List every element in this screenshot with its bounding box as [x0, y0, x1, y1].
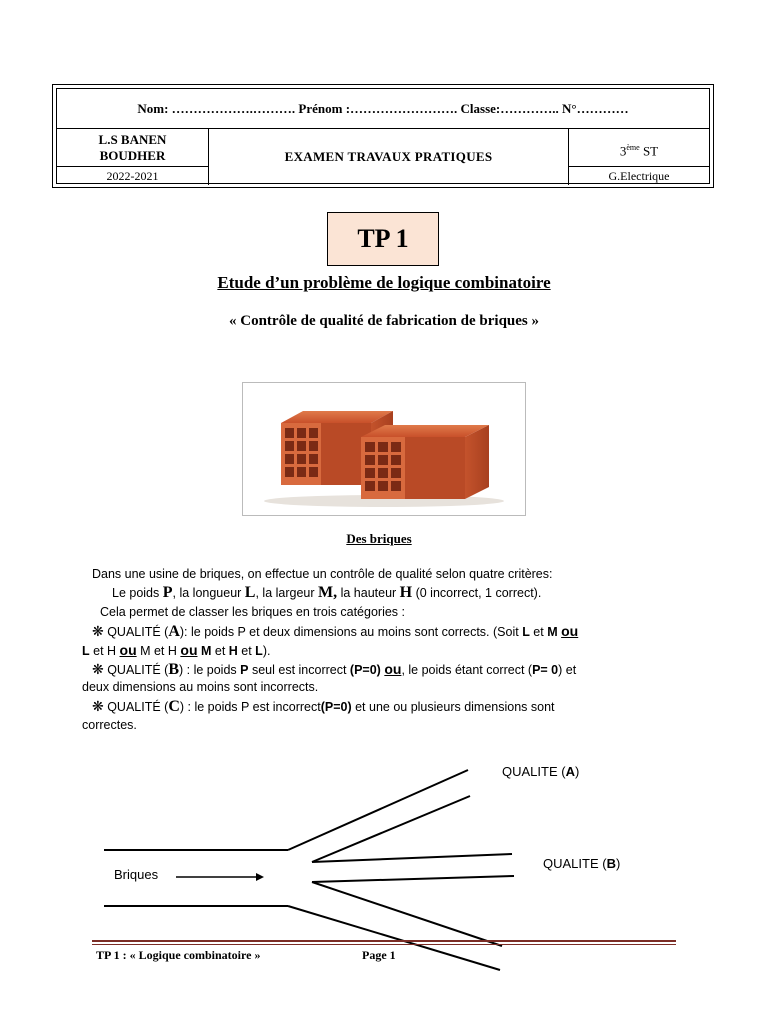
- student-fields-row: [57, 89, 709, 129]
- intro-paragraph: Dans une usine de briques, on effectue un contrôle de qualité selon quatre critères:: [92, 567, 553, 581]
- branch-b-bottom: [312, 876, 514, 882]
- asterisk-icon: ❋: [92, 661, 104, 677]
- header-table: [52, 84, 714, 188]
- qc-text: et une ou plusieurs dimensions sont: [351, 700, 555, 714]
- class-cell: [569, 129, 709, 167]
- exam-title: EXAMEN TRAVAUX PRATIQUES: [209, 129, 569, 185]
- classify-line: Cela permet de classer les briques en trois catégories :: [100, 605, 406, 619]
- quality-c-line2: correctes.: [82, 718, 137, 732]
- qa-l: L: [255, 644, 263, 658]
- qa-letter: A: [168, 623, 180, 640]
- class-level: 3: [619, 143, 627, 159]
- qb-text: QUALITÉ (: [103, 663, 169, 677]
- qb-p0: P= 0: [532, 663, 559, 677]
- qc-text: QUALITÉ (: [103, 700, 169, 714]
- class-section: ST: [639, 143, 659, 159]
- school-cell: [57, 129, 209, 167]
- asterisk-icon: ❋: [92, 698, 104, 714]
- quality-b-line2: deux dimensions au moins sont incorrects.: [82, 680, 319, 694]
- qa-text: et: [211, 644, 229, 658]
- qb-text: , le poids étant correct (: [401, 663, 533, 677]
- quality-b-line1: [92, 660, 576, 679]
- input-label: Briques: [114, 867, 159, 882]
- qa-ou: ou: [119, 642, 137, 658]
- qa-text: et: [237, 644, 256, 658]
- criteria-text: , la largeur: [255, 586, 318, 600]
- qa-text: ): le poids P et deux dimensions au moins sont corrects. (Soit: [179, 625, 523, 639]
- branch-a-top: [288, 770, 468, 850]
- branch-b-top: [312, 854, 512, 862]
- criteria-text: Le poids: [112, 586, 163, 600]
- qa-text: et H: [89, 644, 120, 658]
- criterion-p: P: [162, 584, 173, 601]
- school-year: 2022-2021: [57, 167, 209, 185]
- qa-l: L: [82, 644, 90, 658]
- document-subtitle: Etude d’un problème de logique combinatoire: [217, 273, 551, 292]
- qb-text: ) : le poids: [179, 663, 241, 677]
- criterion-m: M,: [318, 584, 338, 601]
- criterion-l: L: [244, 584, 256, 601]
- brick-right: [361, 425, 489, 499]
- quality-b-output-label: QUALITE (B): [543, 856, 621, 871]
- bricks-photo: [242, 382, 526, 516]
- qa-text: QUALITÉ (: [103, 625, 169, 639]
- qa-text: et: [529, 625, 548, 639]
- sorting-diagram: [0, 750, 768, 1024]
- qb-p0: (P=0): [349, 663, 381, 677]
- criterion-h: H: [399, 584, 413, 601]
- branch-c-top: [312, 882, 502, 946]
- header-inner-frame: [56, 88, 710, 184]
- document-topic: « Contrôle de qualité de fabrication de briques »: [229, 313, 539, 329]
- qb-p: P: [240, 663, 249, 677]
- class-level-suffix: ème: [626, 143, 640, 152]
- footer-rule-thin: [92, 944, 676, 945]
- qa-text: M et H: [136, 644, 181, 658]
- school-name-line1: L.S BANEN: [98, 132, 167, 147]
- qb-text: ) et: [558, 663, 577, 677]
- criteria-text: , la longueur: [172, 586, 245, 600]
- quality-a-line1: [92, 622, 578, 641]
- qa-l: L: [522, 625, 530, 639]
- tp-title-box: [327, 212, 439, 266]
- qc-p0: (P=0): [320, 700, 352, 714]
- arrow-right-icon: [176, 873, 264, 881]
- qa-ou: ou: [180, 642, 198, 658]
- qa-h: H: [228, 644, 238, 658]
- footer-title: TP 1 : « Logique combinatoire »: [96, 948, 261, 962]
- qa-m: M: [197, 644, 212, 658]
- asterisk-icon: ❋: [92, 623, 104, 639]
- criteria-text: (0 incorrect, 1 correct).: [412, 586, 542, 600]
- qc-text: ) : le poids P est incorrect: [179, 700, 321, 714]
- page-number: Page 1: [362, 948, 396, 962]
- qc-letter: C: [168, 698, 180, 715]
- bricks-illustration: [243, 383, 525, 515]
- qb-ou: ou: [384, 661, 402, 677]
- qa-ou: ou: [561, 623, 579, 639]
- qb-text: seul est incorrect: [248, 663, 350, 677]
- school-name-line2: BOUDHER: [99, 148, 166, 163]
- criteria-text: la hauteur: [337, 586, 400, 600]
- criteria-line: [112, 584, 541, 602]
- quality-a-output-label: QUALITE (A): [502, 764, 580, 779]
- photo-caption: Des briques: [346, 531, 412, 546]
- tp-title: TP 1: [357, 224, 409, 253]
- qb-letter: B: [168, 661, 179, 678]
- student-fields-line: Nom: ……………….………. Prénom :……………………. Classe:………….. N°…………: [137, 100, 629, 116]
- branch-cell: G.Electrique: [608, 169, 670, 183]
- qa-text: ).: [262, 644, 271, 658]
- qa-m: M: [547, 625, 558, 639]
- quality-c-line1: [92, 697, 555, 716]
- footer-rule: [92, 940, 676, 942]
- quality-a-line2: [82, 641, 270, 660]
